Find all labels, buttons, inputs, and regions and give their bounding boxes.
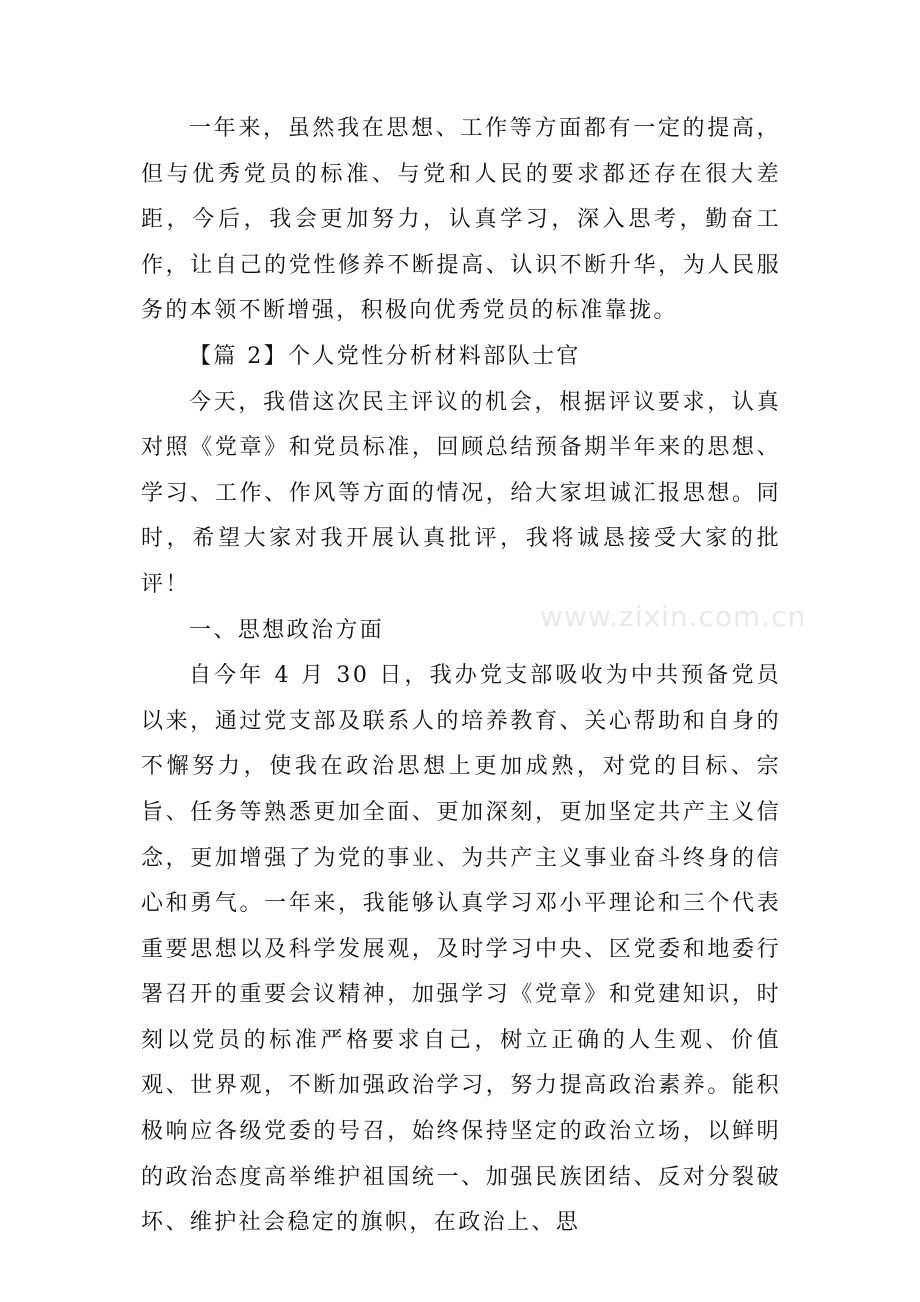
document-body (141, 106, 781, 1246)
section-heading-part-2: 【篇 2】个人党性分析材料部队士官 (189, 343, 581, 369)
subheading-political-thought: 一、思想政治方面 (189, 617, 385, 643)
paragraph-introduction: 今天，我借这次民主评议的机会，根据评议要求，认真对照《党章》和党员标准，回顾总结预备期半年来的思想、学习、工作、作风等方面的情况，给大家坦诚汇报思想。同时，希望大家对我开展认真批评，我将诚恳接受大家的批评！ (141, 389, 781, 597)
paragraph-conclusion: 一年来，虽然我在思想、工作等方面都有一定的提高，但与优秀党员的标准、与党和人民的要求都还存在很大差距，今后，我会更加努力，认真学习，深入思考，勤奋工作，让自己的党性修养不断提高、认识不断升华，为人民服务的本领不断增强，积极向优秀党员的标准靠拢。 (141, 116, 781, 324)
paragraph-political-thought: 自今年 4 月 30 日，我办党支部吸收为中共预备党员以来，通过党支部及联系人的培养教育、关心帮助和自身的不懈努力，使我在政治思想上更加成熟，对党的目标、宗旨、任务等熟悉更加全面、更加深刻，更加坚定共产主义信念，更加增强了为党的事业、为共产主义事业奋斗终身的信心和勇气。一年来，我能够认真学习邓小平理论和三个代表重要思想以及科学发展观，及时学习中央、区党委和地委行署召开的重要会议精神，加强学习《党章》和党建知识，时刻以党员的标准严格要求自己，树立正确的人生观、价值观、世界观，不断加强政治学习，努力提高政治素养。能积极响应各级党委的号召，始终保持坚定的政治立场，以鲜明的政治态度高举维护祖国统一、加强民族团结、反对分裂破坏、维护社会稳定的旗帜，在政治上、思 (141, 663, 781, 1236)
watermark-text: www.zixin.com.cn (540, 600, 807, 633)
